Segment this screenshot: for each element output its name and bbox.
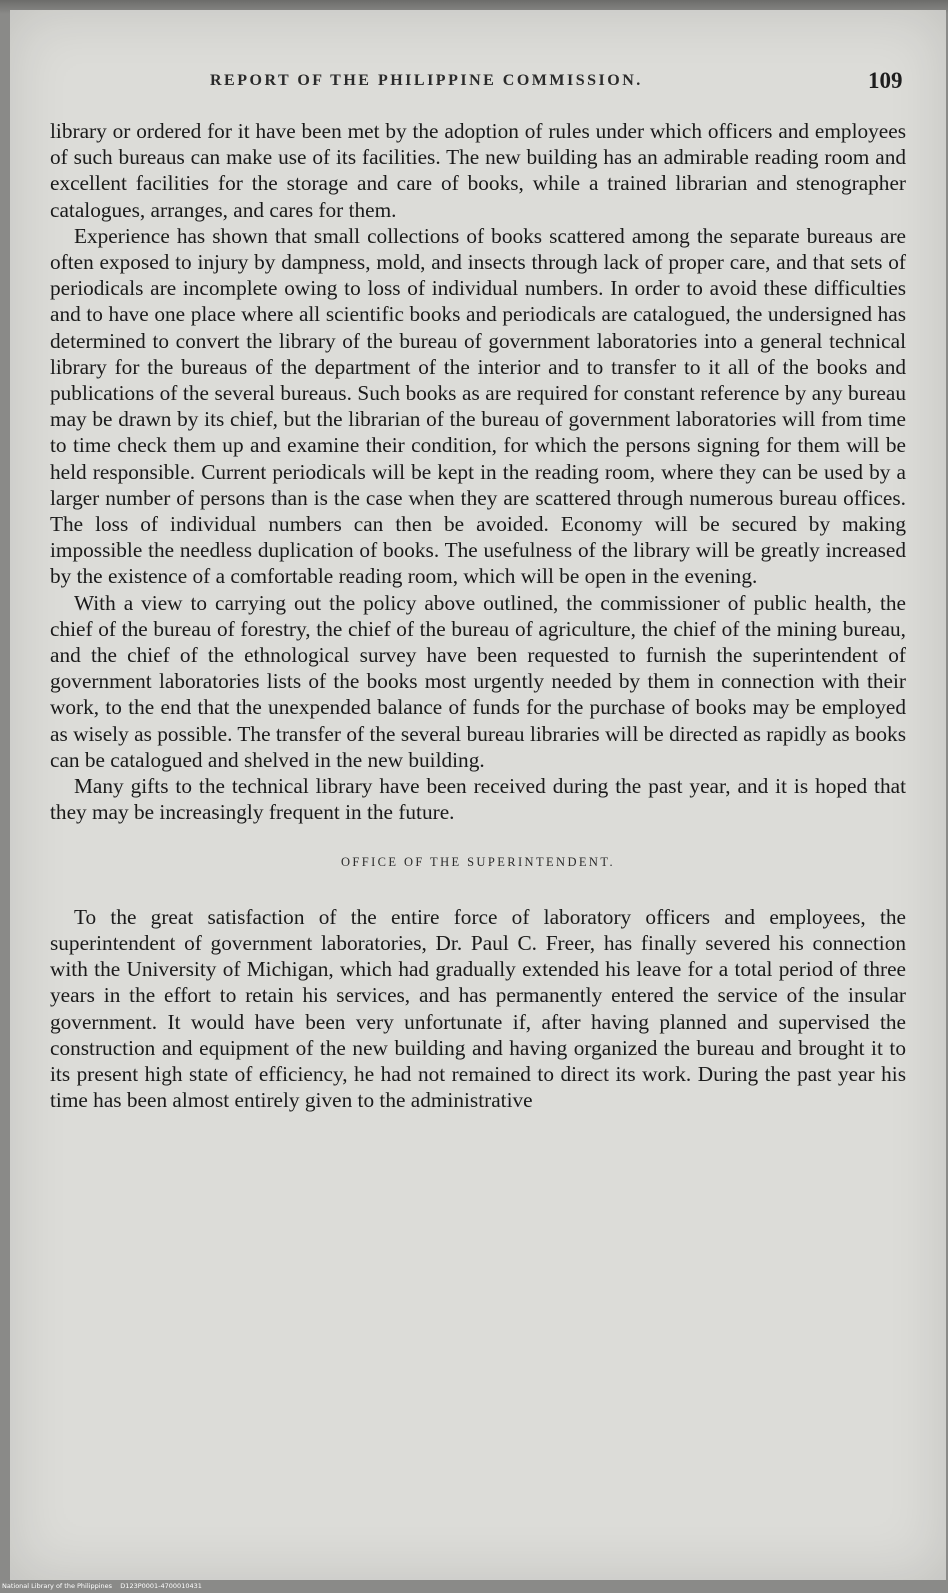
scan-footer xyxy=(2,1582,202,1590)
paragraph-experience: Experience has shown that small collections of books scattered among the separate bureaus are often exposed to injury by dampness, mold, and insects through lack of proper care, and that sets of periodicals are incomplete owing to loss of individual numbers. In order to avoid these difficulties and to have one place where all scientific books and periodicals are catalogued, the undersigned has determined to convert the library of the bureau of government laboratories into a general technical library for the bureaus of the department of the interior and to transfer to it all of the books and publications of the several bureaus. Such books as are required for constant reference by any bureau may be drawn by its chief, but the librarian of the bureau of government laboratories will from time to time check them up and examine their condition, for which the persons signing for them will be held responsible. Current periodicals will be kept in the reading room, where they can be used by a larger number of persons than is the case when they are scattered through numerous bureau offices. The loss of individual numbers can then be avoided. Economy will be secured by making impossible the needless duplication of books. The usefulness of the library will be greatly increased by the existence of a comfortable reading room, which will be open in the evening. xyxy=(50,223,906,589)
paragraph-superintendent: To the great satisfaction of the entire force of laboratory officers and employees, the superintendent of government laboratories, Dr. Paul C. Freer, has finally severed his connection with the University of Michigan, which had gradually extended his leave for a total period of three years in the effort to retain his services, and has permanently entered the service of the insular government. It would have been very unfortunate if, after having planned and supervised the construction and equipment of the new building and having organized the bureau and brought it to its present high state of efficiency, he had not remained to direct its work. During the past year his time has been almost entirely given to the administrative xyxy=(50,904,906,1113)
footer-source: National Library of the Philippines xyxy=(2,1582,113,1590)
footer-id: D123P0001-4700010431 xyxy=(120,1582,202,1590)
paragraph-gifts: Many gifts to the technical library have been received during the past year, and it is hoped that they may be increasingly frequent in the future. xyxy=(50,774,906,825)
page-number: 109 xyxy=(868,68,903,93)
paragraph-policy: With a view to carrying out the policy above outlined, the commissioner of public health, the chief of the bureau of forestry, the chief of the bureau of agriculture, the chief of the mining bureau, and the chief of the ethnological survey have been requested to furnish the superintendent of government laboratories lists of the books most urgently needed by them in connection with their work, to the end that the unexpended balance of funds for the purchase of books may be employed as wisely as possible. The transfer of the several bureau libraries will be directed as rapidly as books can be catalogued and shelved in the new building. xyxy=(50,590,906,772)
scanned-page xyxy=(10,10,946,1580)
section-heading: OFFICE OF THE SUPERINTENDENT. xyxy=(340,855,615,870)
paragraph-library-rules: library or ordered for it have been met by the adoption of rules under which officers and employees of such bureaus can make use of its facilities. The new building has an admirable reading room and excellent facilities for the storage and care of books, while a trained librarian and stenographer catalogues, arranges, and cares for them. xyxy=(50,119,906,222)
body-text xyxy=(50,118,906,1113)
running-head-title: REPORT OF THE PHILIPPINE COMMISSION. xyxy=(210,72,643,89)
running-head xyxy=(10,68,946,98)
